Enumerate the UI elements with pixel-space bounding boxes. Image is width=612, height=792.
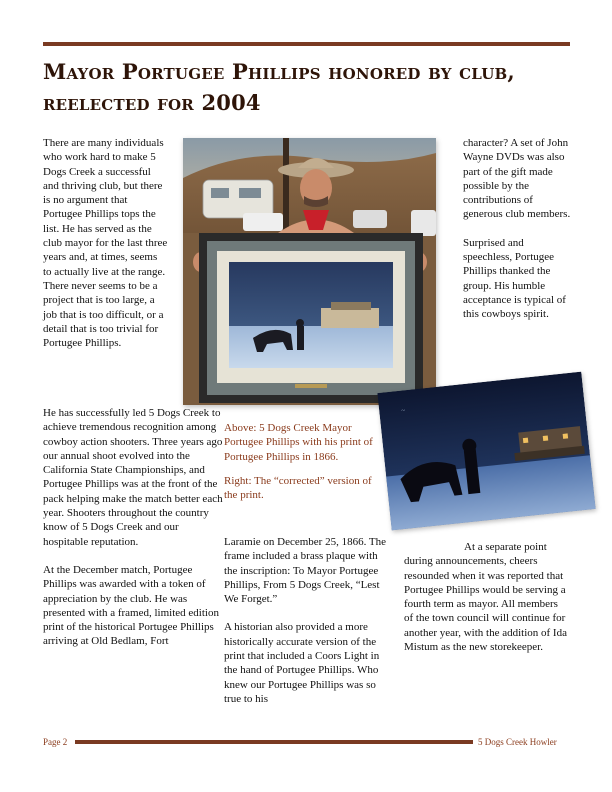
captions <box>224 421 384 512</box>
gift-paragraph: character? A set of John Wayne DVDs was also part of the gift made possible by the contributions of generous club members. <box>463 137 571 221</box>
left-column-top <box>43 136 168 364</box>
page-number: Page 2 <box>43 737 68 747</box>
historian-paragraph: A historian also provided a more historically accurate version of the print that included a Coors Light in the hand of Portugee Phillips. Who knew our Portugee Phillips was so true to his <box>224 621 380 705</box>
middle-column <box>224 535 389 720</box>
reelection-paragraph: At a separate point during announcements, cheers resounded when it was reported that Portugee Phillips would be serving a fourth term as mayor. All members of the town council will continue for another year, with the addition of Ida Mistum as the new storekeeper. <box>404 541 567 654</box>
publication-title: 5 Dogs Creek Howler <box>478 737 557 747</box>
corrected-print-photo <box>377 372 595 531</box>
thanks-paragraph: Surprised and speechless, Portugee Phillips thanked the group. His humble acceptance is typical of this cowboys spirit. <box>463 236 566 321</box>
award-paragraph: At the December match, Portugee Phillips was awarded with a token of appreciation by the club. He was presented with a framed, limited edition print of the historical Portugee Phillips arriving at Old Bedlam, Fort <box>43 563 219 648</box>
plaque-paragraph: Laramie on December 25, 1866. The frame included a brass plaque with the inscription: To Mayor Portugee Phillips, From 5 Dogs Creek, “Lest We Forget.” <box>224 536 386 606</box>
svg-text:~: ~ <box>400 406 406 415</box>
right-column-bottom <box>404 540 569 668</box>
mayor-photo <box>183 138 436 405</box>
footer-rule <box>75 740 473 744</box>
recognition-paragraph: He has successfully led 5 Dogs Creek to achieve tremendous recognition among cowboy action shooters. Three years ago our annual shoot evolved into the California State Championships, and Portugee Phillips was at the front of the pack helping make the match better each year. Shooters throughout the country know of 5 Dogs Creek and our hospitable reputation. <box>43 407 223 548</box>
left-column-bottom <box>43 406 223 663</box>
caption-above: Above: 5 Dogs Creek Mayor Portugee Phillips with his print of Portugee Phillips in 1866. <box>224 422 373 463</box>
headline: Mayor Portugee Phillips honored by club, reelected for 2004 <box>43 59 515 115</box>
intro-paragraph: There are many individuals who work hard to make 5 Dogs Creek a successful and thriving club, but there is no argument that Portugee Phillips tops the list. He has served as the club mayor for the last three years and, at times, seems to actually live at the range. There never seems to be a project that is too large, a job that is too difficult, or a detail that is too trivial for Portugee Phillips. <box>43 137 168 350</box>
top-rule <box>43 42 570 46</box>
right-column-top <box>463 136 573 336</box>
caption-right: Right: The “corrected” version of the print. <box>224 474 372 502</box>
